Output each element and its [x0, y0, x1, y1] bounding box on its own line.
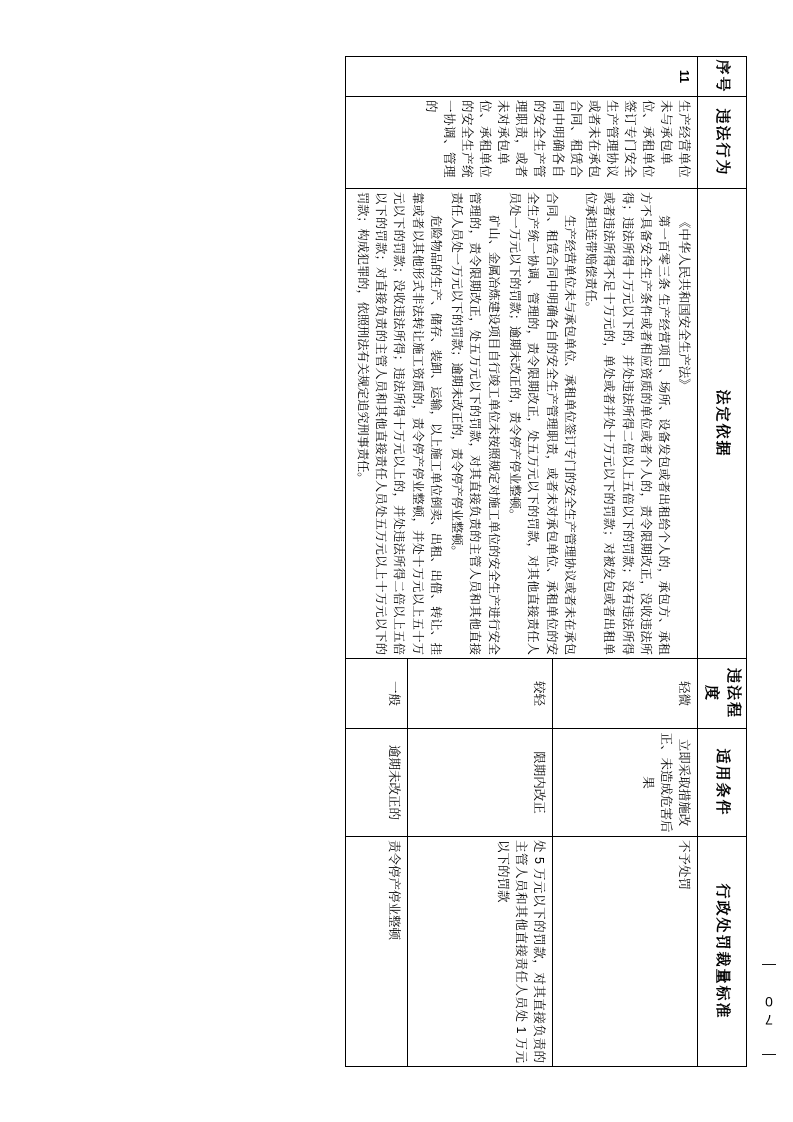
cell-penalty-standard: 处 5 万元以下的罚款，对其直接负责的主管人员和其他直接责任人员处 1 万元以下的罚款 [407, 837, 552, 1067]
column-header-condition: 适用条件 [698, 729, 747, 837]
table-body [345, 57, 697, 1067]
cell-applicable-condition: 限期内改正 [407, 729, 552, 837]
table-header-row [698, 57, 747, 1067]
column-header-degree: 违法程度 [698, 659, 747, 729]
legal-basis-paragraph: 生产经营单位未与承包单位、承租单位签订专门的安全生产管理协议或者未在承包合同、租赁合同中明确各自的安全生产管理职责，或者未对承包单位、承租单位的安全生产统一协调、管理的，责令限期改正，处五万元以下的罚款，对其他直接责任人员处一万元以下的罚款；逾期未改正的，责令停产停业整顿。 [507, 192, 577, 655]
cell-applicable-condition: 逾期未改正的 [345, 729, 407, 837]
cell-applicable-condition: 立即采取措施改正、未造成危害后果 [552, 729, 697, 837]
cell-illegal-act: 生产经营单位未与承包单位、承租单位签订专门安全生产管理协议或者未在承包合同、租赁合同中明确各自的安全生产管理职责，或者未对承包单位、承租单位的安全生产统一协调、管理的 [345, 97, 697, 189]
cell-violation-degree: 轻微 [552, 659, 697, 729]
column-header-act: 违法行为 [698, 97, 747, 189]
legal-basis-paragraph: 第一百零三条 生产经营项目、场所、设备发包或者出租给个人的，承包方、承租方不具备安全生产条件或者相应资质的单位或者个人的，责令限期改正，没收违法所得；违法所得十万元以下的，并处违法所得二倍以上五倍以下的罚款；没有违法所得或者违法所得不足十万元的，单处或者并处十万元以下的罚款；对被发包或者出租单位承担连带赔偿责任。 [583, 192, 671, 655]
cell-penalty-standard: 不予处罚 [552, 837, 697, 1067]
cell-legal-basis [345, 189, 697, 659]
legal-basis-paragraph: 矿山、金属冶炼建设项目自行竣工单位未按照规定对施工单位的安全生产进行安全管理的，责令限期改正，处五万元以下的罚款，对其直接负责的主管人员和其他直接责任人员处一万元以下的罚款；逾期未改正的，责令停产停业整顿。 [449, 192, 501, 655]
table-header [698, 57, 747, 1067]
column-header-no: 序号 [698, 57, 747, 97]
legal-basis-title: 《中华人民共和国安全生产法》 [677, 215, 691, 391]
penalty-discretion-table [345, 56, 747, 1067]
cell-violation-degree: 一般 [345, 659, 407, 729]
cell-violation-degree: 较轻 [407, 659, 552, 729]
legal-basis-paragraph: 危险物品的生产、储存、装卸、运输，以上施工单位倒卖、出租、出借、转让、挂靠或者以其他形式非法转让施工资质的，责令停产停业整顿，并处十万元以上五十万元以下的罚款；没收违法所得；违法所得十万元以上的，并处违法所得二倍以上五倍以下的罚款；对直接负责的主管人员和其他直接责任人员处五万元以上十万元以下的罚款；构成犯罪的，依照刑法有关规定追究刑事责任。 [355, 192, 443, 655]
page-number: — 70 — [761, 956, 777, 1064]
table-row [552, 57, 697, 1067]
cell-penalty-standard: 责令停产停业整顿 [345, 837, 407, 1067]
column-header-standard: 行政处罚裁量标准 [698, 837, 747, 1067]
rotated-table-wrapper [47, 56, 747, 1066]
cell-row-number: 11 [345, 57, 697, 97]
column-header-basis: 法定依据 [698, 189, 747, 659]
